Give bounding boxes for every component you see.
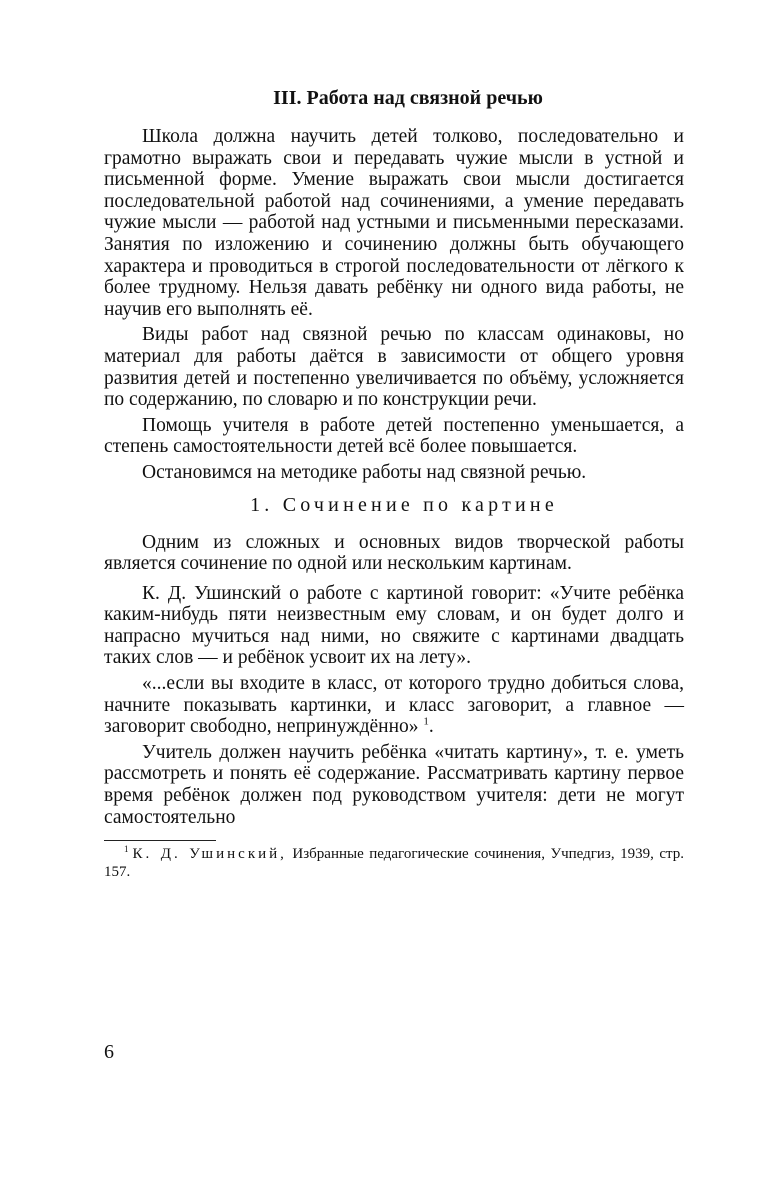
paragraph-1: Школа должна научить детей толково, последовательно и грамотно выражать свои и передавать чужие мысли в устной и письменной форме. Умение выражать свои мысли достигается последовательной работой над сочинениями, а умение передавать чужие мысли — работой над устными и письменными пересказами. Занятия по изложению и сочинению должны быть обучающего характера и проводиться в строгой последовательности от лёгкого к более трудному. Нельзя давать ребёнку ни одного вида работы, не научив его выполнять её. (104, 126, 684, 320)
page-number: 6 (104, 1041, 114, 1063)
quote-text: «...если вы входите в класс, от которого трудно добиться слова, начните показывать картинки, и класс заговорит, а главное — заговорит свободно, непринуждённо» (104, 673, 684, 738)
section-paragraph-1: Одним из сложных и основных видов творческой работы является сочинение по одной или нескольким картинам. (104, 531, 684, 575)
chapter-title: III. Работа над связной речью (273, 87, 543, 109)
section-paragraph-2: К. Д. Ушинский о работе с картиной говорит: «Учите ребёнка каким-нибудь пяти неизвестным ему словам, и он будет долго и напрасно мучиться над ними, но свяжите с картинами двадцать таких слов — и ребёнок усвоит их на лету». (104, 582, 684, 669)
section-paragraph-4: Учитель должен научить ребёнка «читать картину», т. е. уметь рассмотреть и понять её содержание. Рассматривать картину первое время ребёнок должен под руководством учителя: дети не могут самостоятельно (104, 741, 684, 828)
section-paragraph-3: «...если вы входите в класс, от которого трудно добиться слова, начните показывать картинки, и класс заговорит, а главное — заговорит свободно, непринуждённо» $^1$. (104, 673, 684, 738)
footnote-reference[interactable]: 1 (423, 715, 429, 728)
footnote-text: Избранные педагогические сочинения, Учпедгиз, 1939, стр. 157. (104, 846, 684, 881)
footnote-mark: 1 (124, 844, 129, 855)
paragraph-4: Остановимся на методике работы над связной речью. (142, 461, 587, 483)
footnote-divider (104, 840, 216, 841)
footnote (104, 845, 684, 881)
paragraph-2: Виды работ над связной речью по классам одинаковы, но материал для работы даётся в зависимости от общего уровня развития детей и постепенно увеличивается по объёму, усложняется по содержанию, по словарю и по конструкции речи. (104, 324, 684, 411)
paragraph-3: Помощь учителя в работе детей постепенно уменьшается, а степень самостоятельности детей всё более повышается. (104, 414, 684, 458)
footnote-author: К. Д. Ушинский, (132, 846, 287, 863)
page-body (104, 84, 684, 881)
section-title: 1. Сочинение по картине (250, 493, 558, 516)
